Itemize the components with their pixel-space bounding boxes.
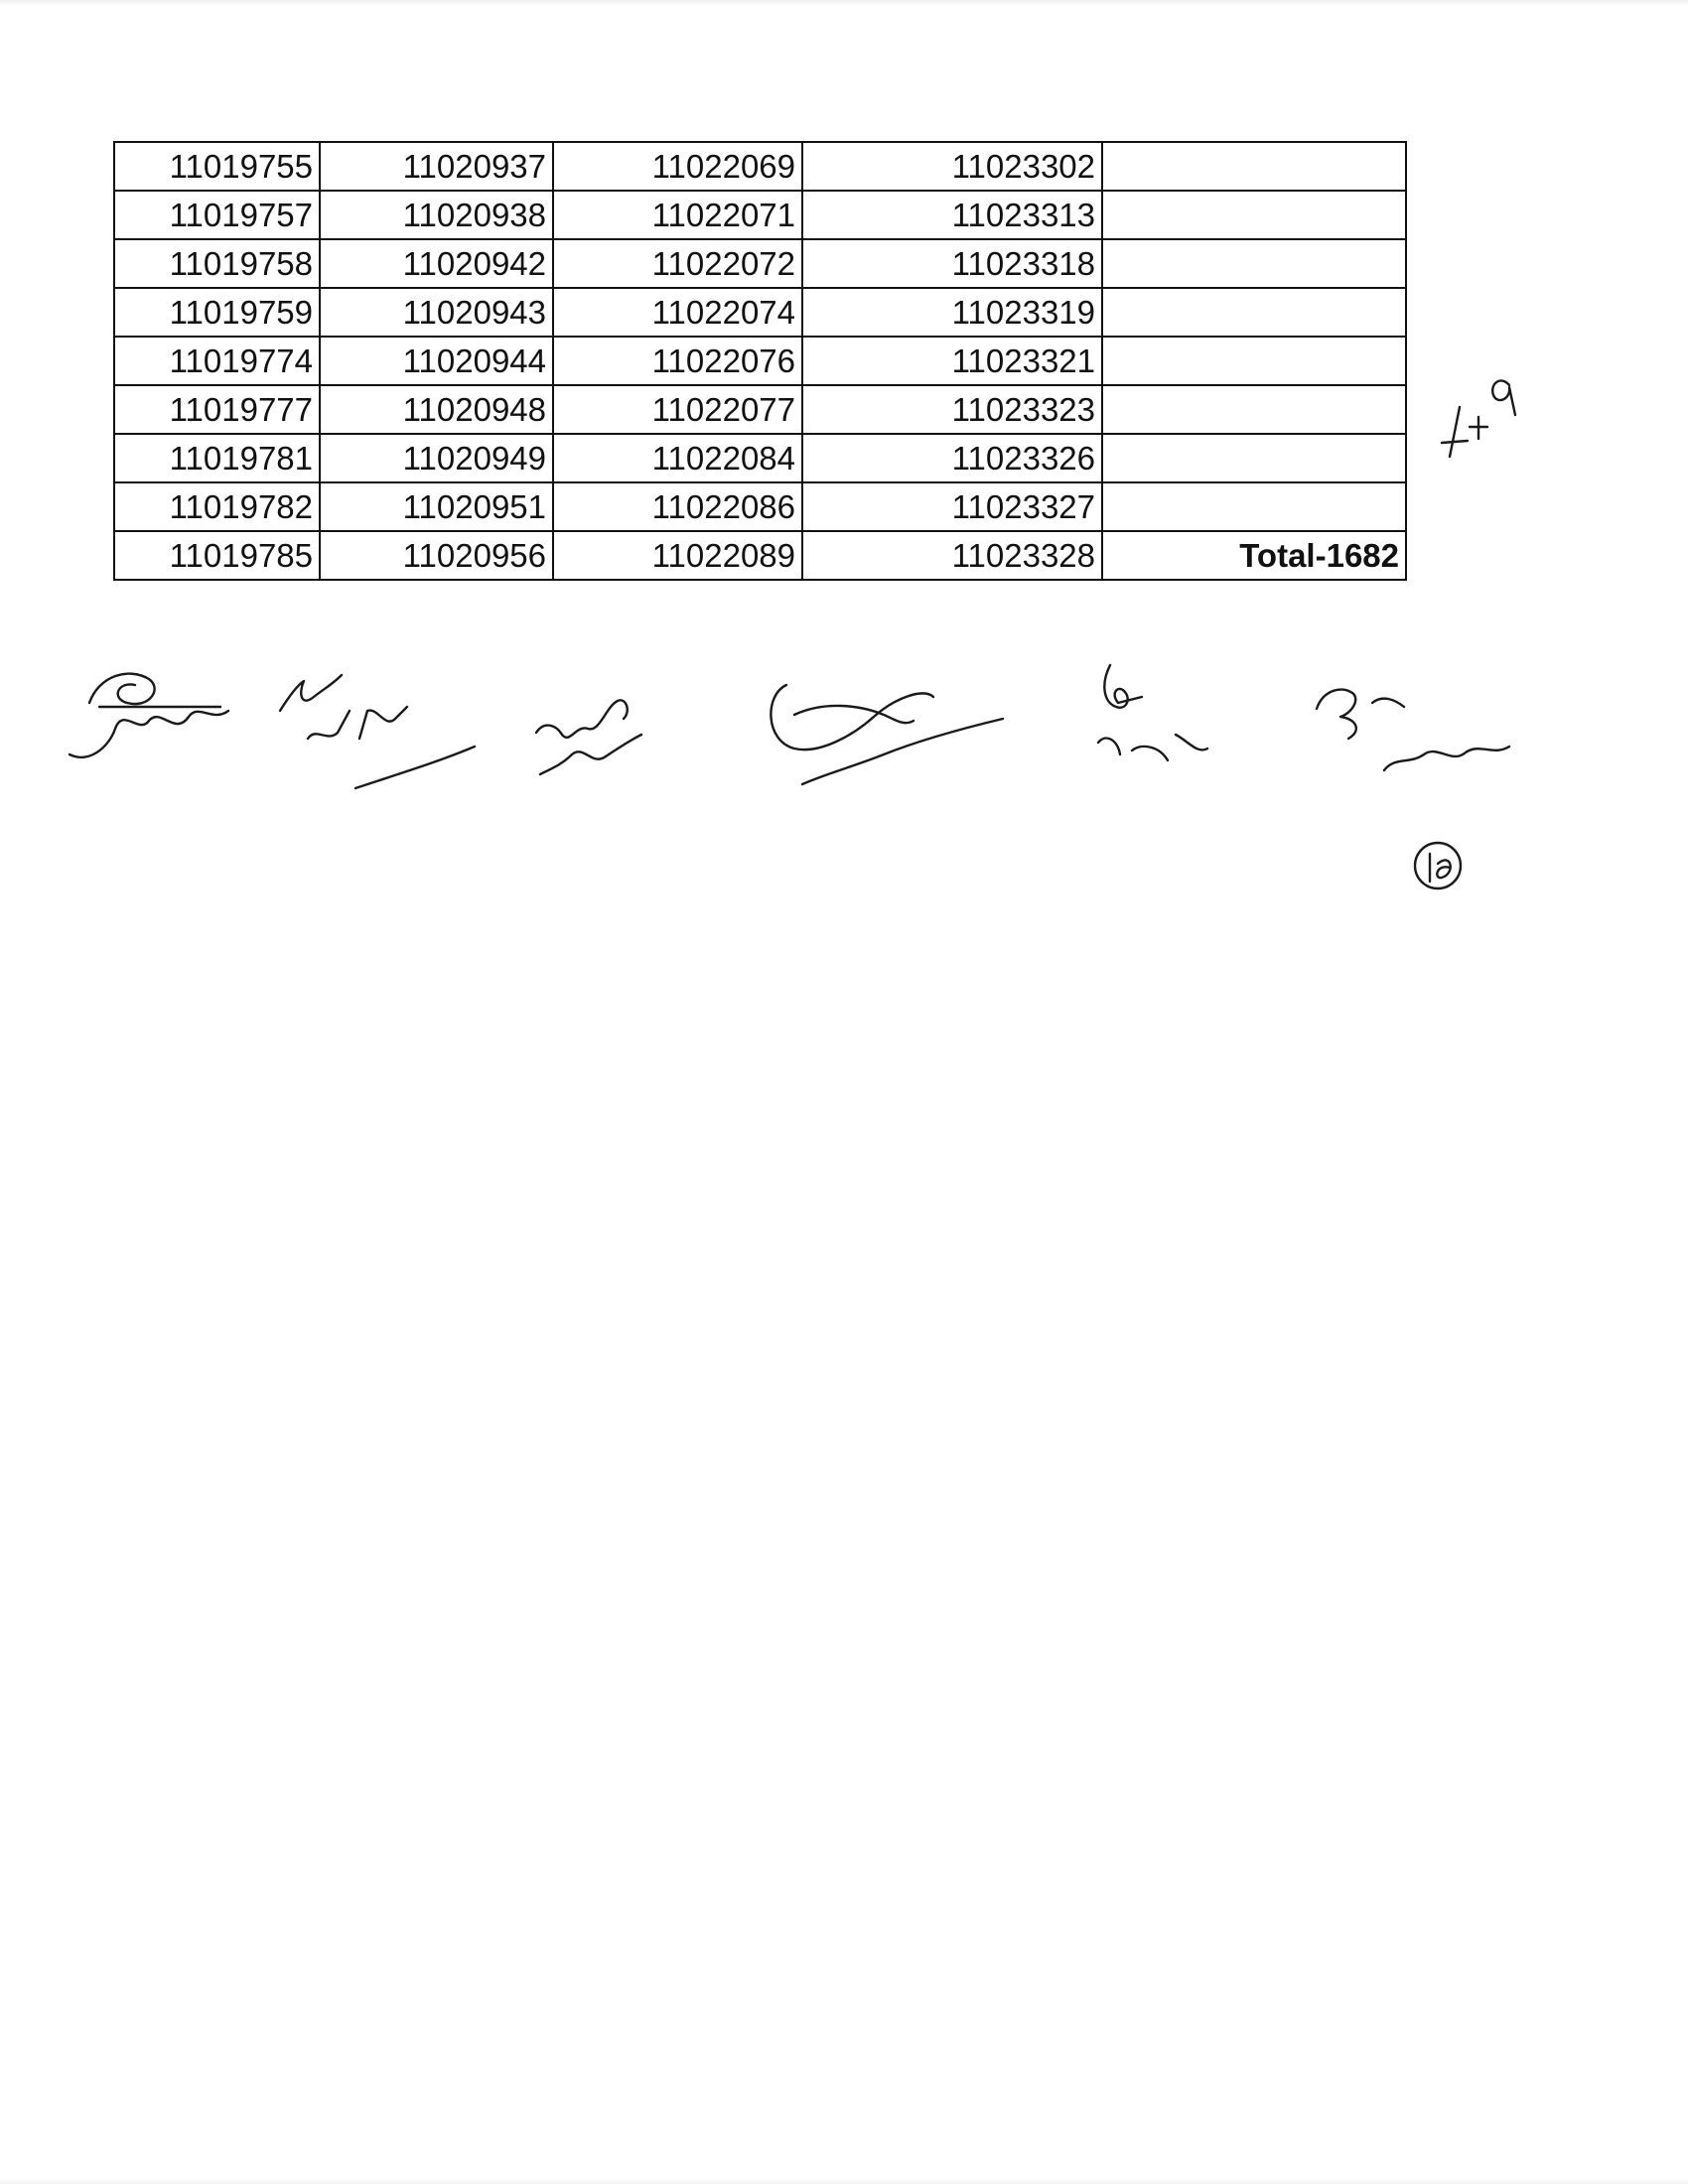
table-cell: 11022069 xyxy=(553,142,802,191)
signature-6 xyxy=(1317,690,1509,770)
table-row xyxy=(114,288,1406,337)
table-cell: 11020942 xyxy=(320,239,553,288)
table-cell: 11022074 xyxy=(553,288,802,337)
table-row xyxy=(114,385,1406,434)
table-cell: 11020938 xyxy=(320,191,553,239)
table-cell xyxy=(1102,385,1406,434)
table-cell: 11019785 xyxy=(114,531,320,580)
table-row xyxy=(114,482,1406,531)
table-cell: 11022076 xyxy=(553,337,802,385)
table-cell xyxy=(1102,337,1406,385)
table-cell: 11020944 xyxy=(320,337,553,385)
table-row xyxy=(114,239,1406,288)
signature-3 xyxy=(536,700,641,774)
table-cell: 11023321 xyxy=(802,337,1102,385)
scan-shadow-top xyxy=(0,0,1688,6)
table-cell: 11022077 xyxy=(553,385,802,434)
table-cell: 11022084 xyxy=(553,434,802,482)
table-cell: 11019759 xyxy=(114,288,320,337)
table-cell: 11023318 xyxy=(802,239,1102,288)
table-cell: 11023319 xyxy=(802,288,1102,337)
signature-5 xyxy=(1098,665,1207,760)
table-cell: 11020943 xyxy=(320,288,553,337)
table-cell: 11023328 xyxy=(802,531,1102,580)
table-row xyxy=(114,434,1406,482)
signature-4 xyxy=(771,685,1003,784)
table-cell: 11019777 xyxy=(114,385,320,434)
table-cell xyxy=(1102,239,1406,288)
table-cell: 11023326 xyxy=(802,434,1102,482)
table-cell: 11023327 xyxy=(802,482,1102,531)
table-cell: 11022086 xyxy=(553,482,802,531)
table-cell: 11022072 xyxy=(553,239,802,288)
margin-note-handwriting xyxy=(1442,380,1515,457)
table-cell xyxy=(1102,482,1406,531)
table-cell: 11020951 xyxy=(320,482,553,531)
table-cell: 11022089 xyxy=(553,531,802,580)
table-cell: 11022071 xyxy=(553,191,802,239)
table-cell: 11019755 xyxy=(114,142,320,191)
table-cell: 11023302 xyxy=(802,142,1102,191)
table-row xyxy=(114,142,1406,191)
table-row xyxy=(114,191,1406,239)
table-cell: 11019758 xyxy=(114,239,320,288)
table-cell: 11020956 xyxy=(320,531,553,580)
table-cell: 11019781 xyxy=(114,434,320,482)
table-cell: 11020949 xyxy=(320,434,553,482)
signature-2 xyxy=(280,675,475,788)
table-cell xyxy=(1102,142,1406,191)
table-cell xyxy=(1102,288,1406,337)
id-number-table xyxy=(113,141,1407,581)
table-cell: 11019782 xyxy=(114,482,320,531)
table-cell: 11020948 xyxy=(320,385,553,434)
table-row xyxy=(114,531,1406,580)
table-cell: 11019757 xyxy=(114,191,320,239)
table-cell: 11023323 xyxy=(802,385,1102,434)
table-cell: 11020937 xyxy=(320,142,553,191)
circled-page-number xyxy=(1415,843,1461,888)
scan-shadow-bottom xyxy=(0,2178,1688,2184)
table-cell: 11023313 xyxy=(802,191,1102,239)
table-cell xyxy=(1102,191,1406,239)
table-row xyxy=(114,337,1406,385)
table-cell: 11019774 xyxy=(114,337,320,385)
table-cell xyxy=(1102,434,1406,482)
total-cell: Total-1682 xyxy=(1102,531,1406,580)
signature-1 xyxy=(70,674,228,757)
